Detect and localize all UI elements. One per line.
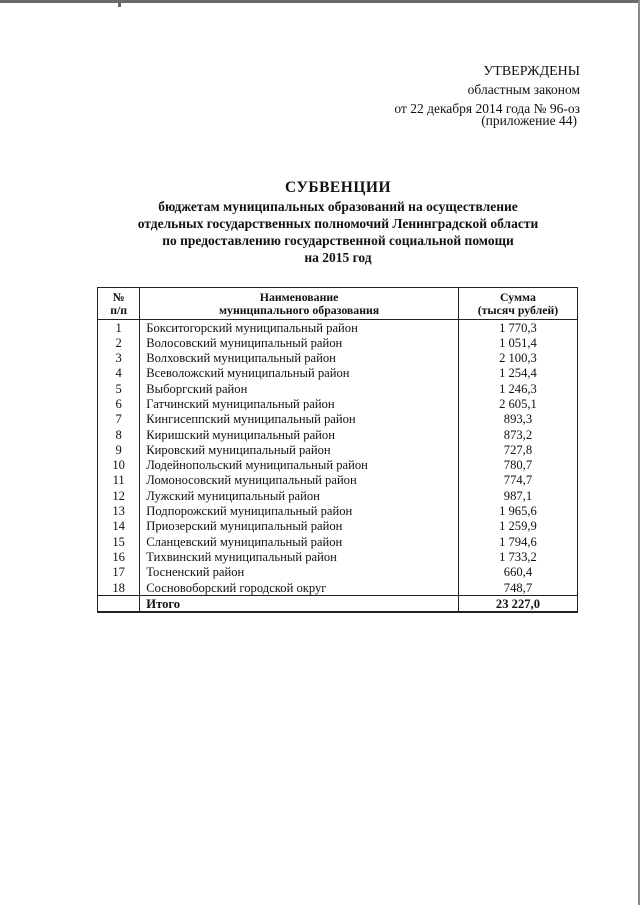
row-number: 14 xyxy=(98,519,140,534)
total-row xyxy=(98,596,578,613)
table-row xyxy=(98,565,578,580)
document-title xyxy=(0,178,640,266)
approval-law-type: областным законом xyxy=(467,82,580,97)
table-row xyxy=(98,504,578,519)
row-name: Сосновоборский городской округ xyxy=(140,580,459,596)
table-row xyxy=(98,412,578,427)
row-number: 10 xyxy=(98,458,140,473)
row-name: Гатчинский муниципальный район xyxy=(140,396,459,411)
row-name: Лужский муниципальный район xyxy=(140,488,459,503)
row-sum: 1 051,4 xyxy=(458,335,577,350)
title-main: СУБВЕНЦИИ xyxy=(284,179,391,196)
row-number: 18 xyxy=(98,580,140,596)
row-name: Лодейнопольский муниципальный район xyxy=(140,458,459,473)
header-sum-top: Сумма xyxy=(500,290,536,304)
row-number: 1 xyxy=(98,320,140,336)
header-name xyxy=(140,288,459,320)
row-name: Киришский муниципальный район xyxy=(140,427,459,442)
row-number: 2 xyxy=(98,335,140,350)
row-name: Приозерский муниципальный район xyxy=(140,519,459,534)
row-name: Всеволожский муниципальный район xyxy=(140,366,459,381)
row-sum: 1 733,2 xyxy=(458,549,577,564)
header-sum xyxy=(458,288,577,320)
table-row xyxy=(98,366,578,381)
approval-heading: УТВЕРЖДЕНЫ xyxy=(483,64,580,79)
header-number-bottom: п/п xyxy=(110,302,128,317)
row-name: Бокситогорский муниципальный район xyxy=(140,320,459,336)
row-number: 12 xyxy=(98,488,140,503)
header-number-top: № xyxy=(112,290,125,304)
row-number: 4 xyxy=(98,366,140,381)
row-sum: 987,1 xyxy=(458,488,577,503)
row-name: Выборгский район xyxy=(140,381,459,396)
table-row xyxy=(98,381,578,396)
table-row xyxy=(98,549,578,564)
row-sum: 727,8 xyxy=(458,442,577,457)
total-number-cell xyxy=(98,596,140,613)
table-row xyxy=(98,473,578,488)
header-name-bottom: муниципального образования xyxy=(219,302,380,317)
page-top-notch xyxy=(118,0,121,7)
row-sum: 2 605,1 xyxy=(458,396,577,411)
row-name: Подпорожский муниципальный район xyxy=(140,504,459,519)
row-number: 3 xyxy=(98,351,140,366)
row-name: Тосненский район xyxy=(140,565,459,580)
row-number: 6 xyxy=(98,396,140,411)
total-label: Итого xyxy=(140,596,459,613)
row-number: 15 xyxy=(98,534,140,549)
row-name: Тихвинский муниципальный район xyxy=(140,549,459,564)
row-sum: 774,7 xyxy=(458,473,577,488)
row-sum: 2 100,3 xyxy=(458,351,577,366)
table-row xyxy=(98,335,578,350)
row-number: 16 xyxy=(98,549,140,564)
page-top-border xyxy=(0,0,640,3)
approval-law-date: от 22 декабря 2014 года № 96-оз xyxy=(394,101,580,116)
row-number: 8 xyxy=(98,427,140,442)
row-sum: 1 254,4 xyxy=(458,366,577,381)
table-row xyxy=(98,442,578,457)
table-row xyxy=(98,396,578,411)
header-number xyxy=(98,288,140,320)
row-sum: 1 246,3 xyxy=(458,381,577,396)
header-name-top: Наименование xyxy=(259,290,339,304)
title-line: бюджетам муниципальных образований на осуществление xyxy=(158,199,518,214)
row-name: Сланцевский муниципальный район xyxy=(140,534,459,549)
table-row xyxy=(98,488,578,503)
row-name: Волховский муниципальный район xyxy=(140,351,459,366)
total-sum: 23 227,0 xyxy=(458,596,577,613)
title-line: отдельных государственных полномочий Ленинградской области xyxy=(137,216,539,231)
row-number: 9 xyxy=(98,442,140,457)
title-line: по предоставлению государственной социальной помощи xyxy=(162,233,514,248)
row-sum: 1 259,9 xyxy=(458,519,577,534)
row-sum: 873,2 xyxy=(458,427,577,442)
row-number: 13 xyxy=(98,504,140,519)
row-number: 7 xyxy=(98,412,140,427)
row-name: Кировский муниципальный район xyxy=(140,442,459,457)
row-sum: 1 965,6 xyxy=(458,504,577,519)
row-name: Ломоносовский муниципальный район xyxy=(140,473,459,488)
table-row xyxy=(98,427,578,442)
table-row xyxy=(98,534,578,549)
row-sum: 748,7 xyxy=(458,580,577,596)
row-sum: 780,7 xyxy=(458,458,577,473)
table-body xyxy=(98,320,578,596)
table-header xyxy=(98,288,578,320)
row-sum: 1 794,6 xyxy=(458,534,577,549)
row-name: Кингисеппский муниципальный район xyxy=(140,412,459,427)
row-sum: 660,4 xyxy=(458,565,577,580)
table-row xyxy=(98,519,578,534)
row-number: 5 xyxy=(98,381,140,396)
table-row xyxy=(98,580,578,596)
row-sum: 1 770,3 xyxy=(458,320,577,336)
title-line: на 2015 год xyxy=(304,250,372,265)
header-sum-bottom: (тысяч рублей) xyxy=(477,302,559,317)
approval-appendix: (приложение 44) xyxy=(481,113,577,128)
subventions-table xyxy=(97,287,578,613)
row-number: 17 xyxy=(98,565,140,580)
row-name: Волосовский муниципальный район xyxy=(140,335,459,350)
table-row xyxy=(98,351,578,366)
table-row xyxy=(98,320,578,336)
row-number: 11 xyxy=(98,473,140,488)
table-row xyxy=(98,458,578,473)
table-footer xyxy=(98,596,578,613)
row-sum: 893,3 xyxy=(458,412,577,427)
